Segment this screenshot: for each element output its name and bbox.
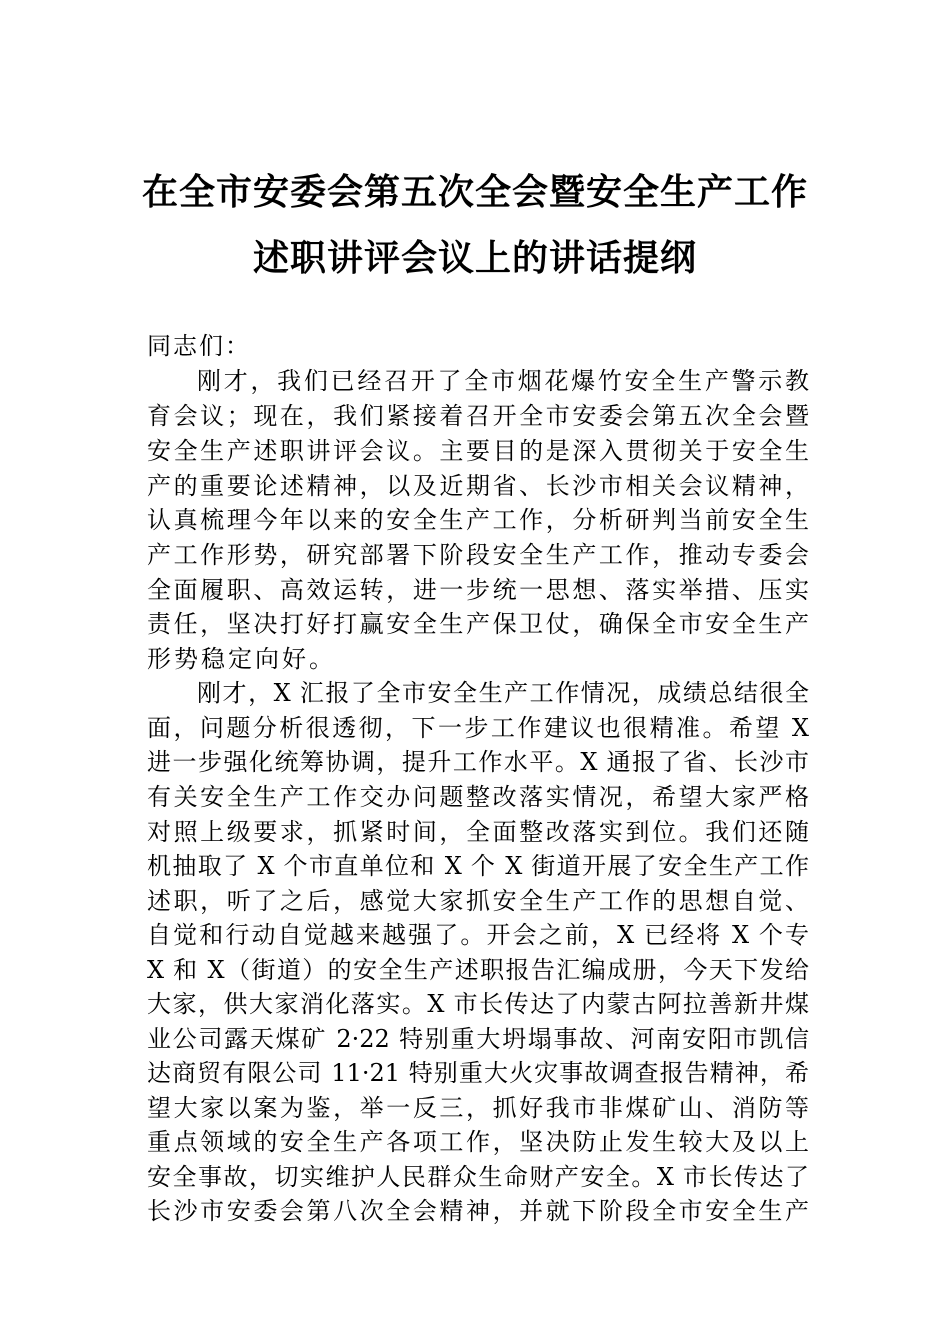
paragraph-1-line: 产工作形势，研究部署下阶段安全生产工作，推动专委会 — [147, 541, 809, 569]
paragraph-2-line: 自觉和行动自觉越来越强了。开会之前，X 已经将 X 个专 — [147, 921, 809, 949]
paragraph-1-line: 产的重要论述精神，以及近期省、长沙市相关会议精神， — [147, 472, 809, 500]
document-title-line-2: 述职讲评会议上的讲话提纲 — [252, 238, 697, 279]
paragraph-2-line: 对照上级要求，抓紧时间，全面整改落实到位。我们还随 — [147, 818, 809, 846]
paragraph-2-line: 有关安全生产工作交办问题整改落实情况，希望大家严格 — [147, 783, 809, 811]
paragraph-2-line: 进一步强化统筹协调，提升工作水平。X 通报了省、长沙市 — [147, 748, 809, 776]
paragraph-1-line: 责任，坚决打好打赢安全生产保卫仗，确保全市安全生产 — [147, 610, 809, 638]
paragraph-2-line: 长沙市安委会第八次全会精神，并就下阶段全市安全生产 — [147, 1197, 809, 1225]
salutation: 同志们： — [147, 332, 251, 360]
paragraph-2-line: 机抽取了 X 个市直单位和 X 个 X 街道开展了安全生产工作 — [147, 852, 809, 880]
paragraph-2-line: 面，问题分析很透彻，下一步工作建议也很精准。希望 X — [147, 714, 809, 742]
paragraph-2-line: 安全事故，切实维护人民群众生命财产安全。X 市长传达了 — [147, 1163, 809, 1191]
paragraph-2-line: 大家，供大家消化落实。X 市长传达了内蒙古阿拉善新井煤 — [147, 990, 809, 1018]
paragraph-2-line: 达商贸有限公司 11·21 特别重大火灾事故调查报告精神，希 — [147, 1059, 809, 1087]
paragraph-1-line: 安全生产述职讲评会议。主要目的是深入贯彻关于安全生 — [147, 437, 809, 465]
paragraph-2-line: 望大家以案为鉴，举一反三，抓好我市非煤矿山、消防等 — [147, 1094, 809, 1122]
paragraph-1-line: 刚才，我们已经召开了全市烟花爆竹安全生产警示教 — [197, 367, 809, 395]
paragraph-2-line: 述职，听了之后，感觉大家抓安全生产工作的思想自觉、 — [147, 887, 809, 915]
paragraph-1-line: 形势稳定向好。 — [147, 645, 336, 673]
paragraph-1-line: 育会议；现在，我们紧接着召开全市安委会第五次全会暨 — [147, 402, 809, 430]
paragraph-2-line: 重点领域的安全生产各项工作，坚决防止发生较大及以上 — [147, 1128, 809, 1156]
paragraph-2-line: X 和 X（街道）的安全生产述职报告汇编成册，今天下发给 — [147, 956, 809, 984]
paragraph-2-line: 业公司露天煤矿 2·22 特别重大坍塌事故、河南安阳市凯信 — [147, 1025, 809, 1053]
paragraph-1-line: 全面履职、高效运转，进一步统一思想、落实举措、压实 — [147, 576, 809, 604]
document-title-line-1: 在全市安委会第五次全会暨安全生产工作 — [141, 172, 808, 213]
paragraph-2-line: 刚才，X 汇报了全市安全生产工作情况，成绩总结很全 — [197, 679, 809, 707]
paragraph-1-line: 认真梳理今年以来的安全生产工作，分析研判当前安全生 — [147, 506, 809, 534]
